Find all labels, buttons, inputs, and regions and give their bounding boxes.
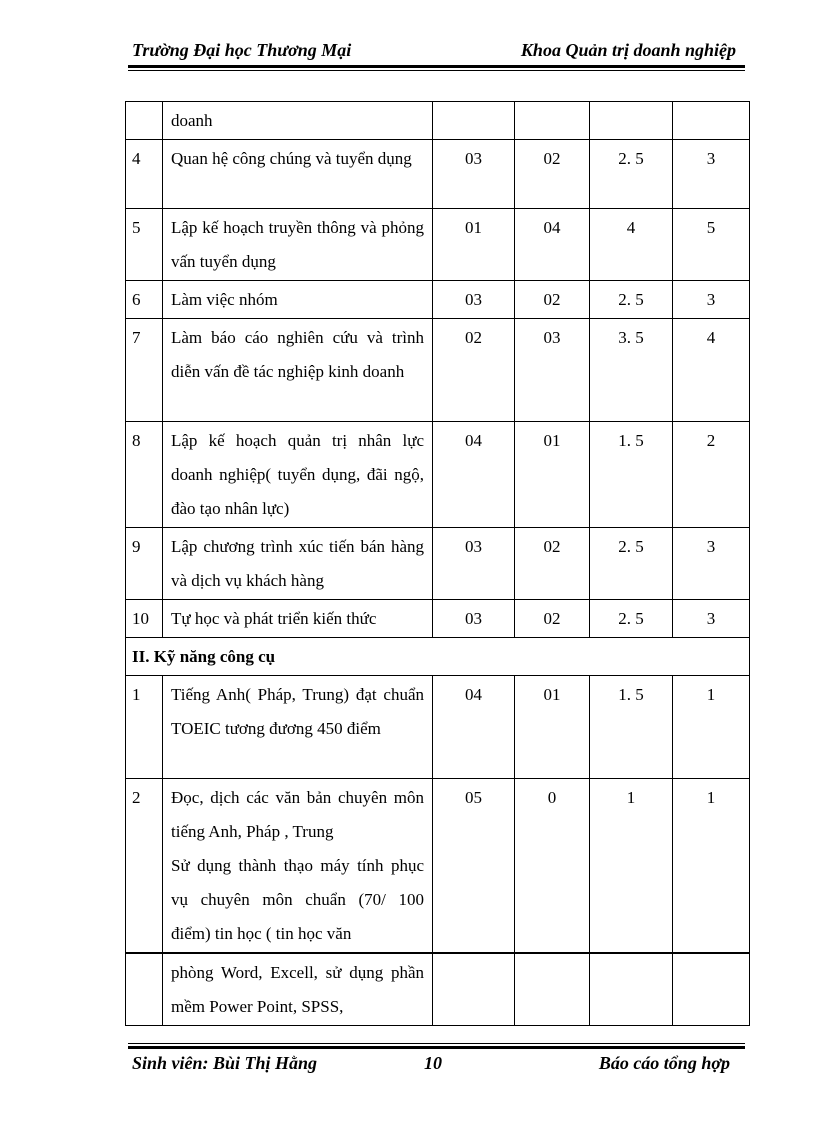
row-value-a <box>433 953 515 1026</box>
row-value-d: 3 <box>673 528 750 600</box>
row-skill-name: Đọc, dịch các văn bản chuyên môn tiếng Anh, Pháp , Trung <box>171 788 424 841</box>
row-number: 9 <box>126 528 163 600</box>
row-value-c: 1 <box>590 779 673 954</box>
row-number: 5 <box>126 209 163 281</box>
footer-rule-thick <box>128 1046 745 1049</box>
row-skill-name: doanh <box>163 102 433 140</box>
row-number: 10 <box>126 600 163 638</box>
row-value-d: 1 <box>673 676 750 779</box>
page-footer <box>128 1053 744 1079</box>
row-value-b: 01 <box>515 422 590 528</box>
row-number: 6 <box>126 281 163 319</box>
section-heading: II. Kỹ năng công cụ <box>126 638 750 676</box>
table-row <box>126 140 750 209</box>
row-value-b: 02 <box>515 281 590 319</box>
row-skill-name-continued: Sử dụng thành thạo máy tính phục vụ chuyên môn chuẩn (70/ 100 điểm) tin học ( tin học văn <box>171 856 424 943</box>
row-value-b: 02 <box>515 528 590 600</box>
row-value-d: 3 <box>673 140 750 209</box>
row-value-c: 3. 5 <box>590 319 673 422</box>
row-number <box>126 102 163 140</box>
footer-student: Sinh viên: Bùi Thị Hằng <box>132 1053 318 1073</box>
table-row <box>126 281 750 319</box>
row-value-c: 1. 5 <box>590 422 673 528</box>
row-value-a: 01 <box>433 209 515 281</box>
row-value-c <box>590 953 673 1026</box>
row-value-c: 1. 5 <box>590 676 673 779</box>
row-value-c <box>590 102 673 140</box>
row-value-b: 03 <box>515 319 590 422</box>
footer-rule-thin <box>128 1043 745 1044</box>
row-value-c: 2. 5 <box>590 140 673 209</box>
row-value-d: 2 <box>673 422 750 528</box>
page-number: 10 <box>424 1053 442 1073</box>
skills-table <box>125 101 750 1026</box>
row-value-b <box>515 102 590 140</box>
row-value-b: 02 <box>515 140 590 209</box>
table-row <box>126 102 750 140</box>
table-row <box>126 953 750 1026</box>
row-value-a: 03 <box>433 281 515 319</box>
table-row <box>126 528 750 600</box>
table-row <box>126 779 750 954</box>
row-skill-name-cell <box>163 779 433 954</box>
footer-report-title: Báo cáo tổng hợp <box>598 1053 730 1073</box>
row-skill-name: Làm báo cáo nghiên cứu và trình diễn vấn đề tác nghiệp kinh doanh <box>163 319 433 422</box>
row-number: 7 <box>126 319 163 422</box>
table-row <box>126 676 750 779</box>
row-skill-name: Tự học và phát triển kiến thức <box>163 600 433 638</box>
row-skill-name: Lập kế hoạch quản trị nhân lực doanh nghiệp( tuyển dụng, đãi ngộ, đào tạo nhân lực) <box>163 422 433 528</box>
header-faculty: Khoa Quản trị doanh nghiệp <box>520 40 736 60</box>
header-school: Trường Đại học Thương Mại <box>132 40 352 60</box>
row-value-b <box>515 953 590 1026</box>
row-value-a <box>433 102 515 140</box>
row-value-d: 5 <box>673 209 750 281</box>
section-row <box>126 638 750 676</box>
table-row <box>126 422 750 528</box>
table-row <box>126 319 750 422</box>
table-row <box>126 600 750 638</box>
row-value-b: 0 <box>515 779 590 954</box>
row-skill-name: phòng Word, Excell, sử dụng phần mềm Power Point, SPSS, <box>163 953 433 1026</box>
row-value-d: 3 <box>673 600 750 638</box>
row-value-c: 2. 5 <box>590 600 673 638</box>
page-header <box>128 40 744 66</box>
row-value-d <box>673 102 750 140</box>
row-number <box>126 953 163 1026</box>
header-rule-thin <box>128 70 745 71</box>
row-skill-name: Tiếng Anh( Pháp, Trung) đạt chuẩn TOEIC tương đương 450 điểm <box>163 676 433 779</box>
row-value-a: 02 <box>433 319 515 422</box>
row-number: 4 <box>126 140 163 209</box>
row-skill-name: Quan hệ công chúng và tuyển dụng <box>163 140 433 209</box>
row-skill-name: Làm việc nhóm <box>163 281 433 319</box>
row-value-d: 1 <box>673 779 750 954</box>
row-value-d: 3 <box>673 281 750 319</box>
row-value-a: 03 <box>433 140 515 209</box>
row-value-a: 05 <box>433 779 515 954</box>
row-value-d <box>673 953 750 1026</box>
row-number: 1 <box>126 676 163 779</box>
row-value-c: 2. 5 <box>590 528 673 600</box>
row-skill-name: Lập kế hoạch truyền thông và phỏng vấn tuyển dụng <box>163 209 433 281</box>
header-rule-thick <box>128 65 745 68</box>
row-value-a: 03 <box>433 600 515 638</box>
row-value-b: 02 <box>515 600 590 638</box>
row-skill-name: Lập chương trình xúc tiến bán hàng và dịch vụ khách hàng <box>163 528 433 600</box>
row-value-b: 04 <box>515 209 590 281</box>
row-value-c: 4 <box>590 209 673 281</box>
row-number: 2 <box>126 779 163 954</box>
row-value-c: 2. 5 <box>590 281 673 319</box>
row-value-a: 04 <box>433 422 515 528</box>
row-value-b: 01 <box>515 676 590 779</box>
row-value-a: 03 <box>433 528 515 600</box>
row-value-a: 04 <box>433 676 515 779</box>
table-row <box>126 209 750 281</box>
row-number: 8 <box>126 422 163 528</box>
row-value-d: 4 <box>673 319 750 422</box>
